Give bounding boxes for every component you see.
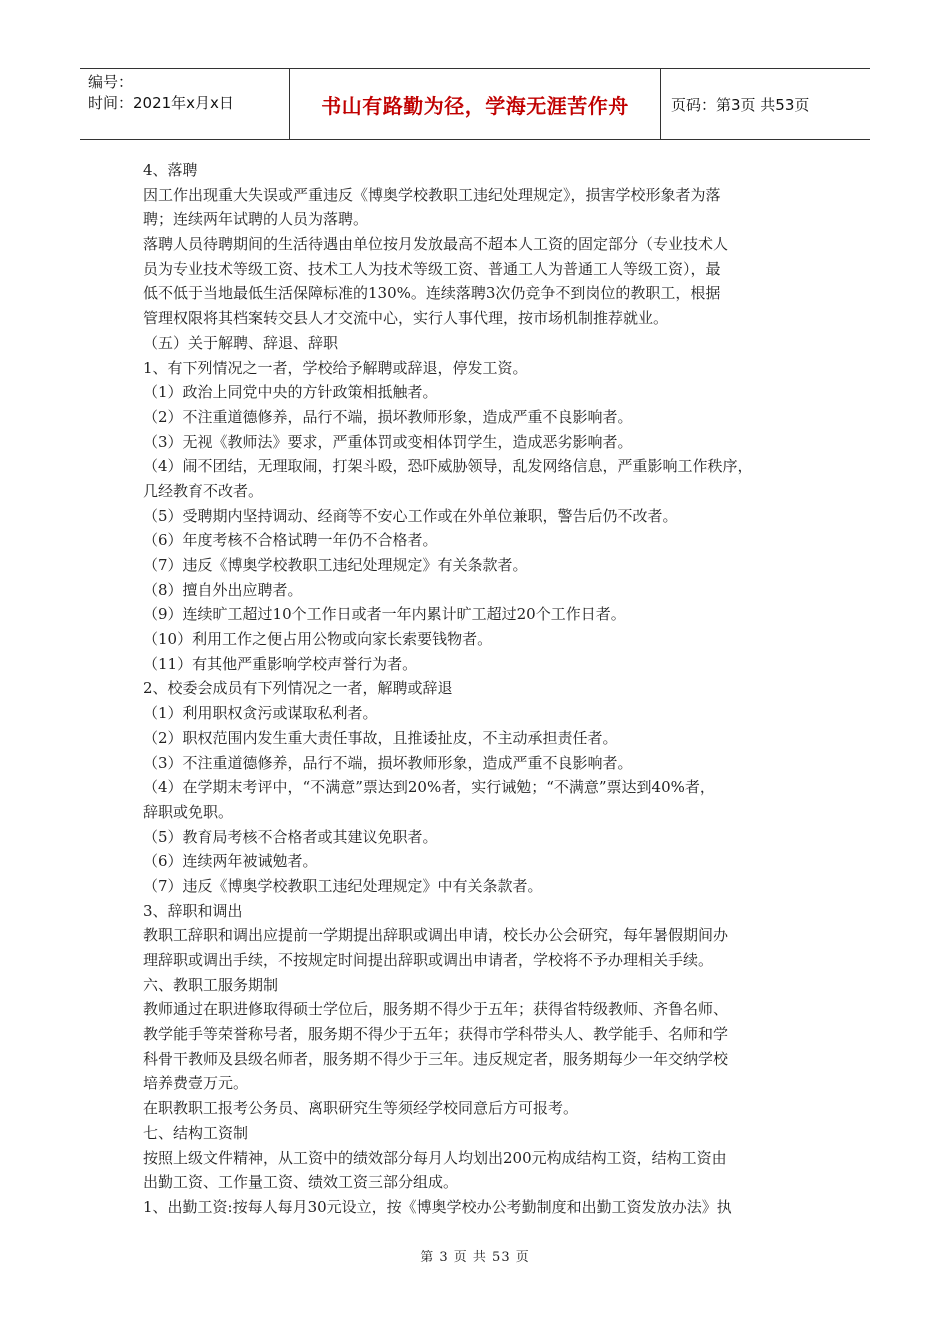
body-line: 2、校委会成员有下列情况之一者，解聘或辞退 — [143, 679, 453, 698]
body-line: 落聘人员待聘期间的生活待遇由单位按月发放最高不超本人工资的固定部分（专业技术人 — [143, 235, 729, 254]
body-line: 在职教职工报考公务员、离职研究生等须经学校同意后方可报考。 — [143, 1099, 579, 1118]
body-line: （9）连续旷工超过10个工作日或者一年内累计旷工超过20个工作日者。 — [143, 605, 626, 624]
body-line: 六、教职工服务期制 — [143, 975, 279, 994]
body-line: （6）连续两年被诫勉者。 — [143, 852, 318, 871]
body-line: （11）有其他严重影响学校声誉行为者。 — [143, 654, 418, 673]
header-slogan-cell — [290, 69, 661, 139]
body-line: 员为专业技术等级工资、技术工人为技术等级工资、普通工人为普通工人等级工资），最 — [143, 259, 721, 278]
body-line: （10）利用工作之便占用公物或向家长索要钱物者。 — [143, 630, 493, 649]
body-line: （五）关于解聘、辞退、辞职 — [143, 333, 339, 352]
body-line: 几经教育不改者。 — [143, 481, 264, 500]
body-line: 低不低于当地最低生活保障标准的130%。连续落聘3次仍竞争不到岗位的教职工，根据 — [143, 284, 721, 303]
body-line: 辞职或免职。 — [143, 802, 234, 821]
document-body — [143, 158, 813, 1220]
body-line: 1、出勤工资:按每人每月30元设立，按《博奥学校办公考勤制度和出勤工资发放办法》执 — [143, 1197, 732, 1216]
body-line: （7）违反《博奥学校教职工违纪处理规定》中有关条款者。 — [143, 876, 543, 895]
body-line: （6）年度考核不合格试聘一年仍不合格者。 — [143, 531, 438, 550]
header-page-info: 页码：第3页 共53页 — [671, 95, 810, 114]
body-line: 4、落聘 — [143, 161, 198, 179]
document-header — [80, 68, 870, 140]
body-line: （8）擅自外出应聘者。 — [143, 580, 303, 599]
header-slogan: 书山有路勤为径，学海无涯苦作舟 — [321, 93, 629, 118]
body-line: 科骨干教师及县级名师者，服务期不得少于三年。违反规定者，服务期每少一年交纳学校 — [143, 1049, 729, 1068]
body-line: 教职工辞职和调出应提前一学期提出辞职或调出申请，校长办公会研究，每年暑假期间办 — [143, 926, 729, 945]
body-line: （1）利用职权贪污或谋取私利者。 — [143, 704, 378, 723]
body-line: 出勤工资、工作量工资、绩效工资三部分组成。 — [143, 1173, 459, 1192]
header-meta — [80, 69, 290, 139]
body-line: 培养费壹万元。 — [143, 1074, 249, 1093]
document-time: 时间：2021年x月x日 — [88, 94, 234, 112]
body-line: （4）闹不团结，无理取闹，打架斗殴，恐吓威胁领导，乱发网络信息，严重影响工作秩序， — [143, 457, 753, 476]
body-line: 因工作出现重大失误或严重违反《博奥学校教职工违纪处理规定》，损害学校形象者为落 — [143, 185, 721, 204]
body-line: 按照上级文件精神，从工资中的绩效部分每月人均划出200元构成结构工资，结构工资由 — [143, 1148, 727, 1167]
body-line: （2）不注重道德修养，品行不端，损坏教师形象，造成严重不良影响者。 — [143, 407, 633, 426]
body-line: （3）无视《教师法》要求，严重体罚或变相体罚学生，造成恶劣影响者。 — [143, 432, 633, 451]
body-line: 1、有下列情况之一者，学校给予解聘或辞退，停发工资。 — [143, 358, 528, 377]
body-line: 教师通过在职进修取得硕士学位后，服务期不得少于五年；获得省特级教师、齐鲁名师、 — [143, 1000, 729, 1019]
document-number-label: 编号： — [88, 73, 134, 91]
body-line: （4）在学期末考评中，“不满意”票达到20%者，实行诫勉；“不满意”票达到40%者， — [143, 778, 715, 797]
page-footer: 第 3 页 共 53 页 — [420, 1250, 530, 1265]
body-line: （3）不注重道德修养，品行不端，损坏教师形象，造成严重不良影响者。 — [143, 753, 633, 772]
body-line: 聘；连续两年试聘的人员为落聘。 — [143, 210, 369, 229]
body-line: （1）政治上同党中央的方针政策相抵触者。 — [143, 383, 438, 402]
body-line: 七、结构工资制 — [143, 1123, 249, 1142]
body-line: 3、辞职和调出 — [143, 901, 243, 920]
body-line: （7）违反《博奥学校教职工违纪处理规定》有关条款者。 — [143, 556, 528, 574]
body-line: 管理权限将其档案转交县人才交流中心，实行人事代理，按市场机制推荐就业。 — [143, 309, 669, 328]
body-line: （5）教育局考核不合格者或其建议免职者。 — [143, 827, 438, 846]
body-line: （5）受聘期内坚持调动、经商等不安心工作或在外单位兼职，警告后仍不改者。 — [143, 506, 678, 525]
body-line: （2）职权范围内发生重大责任事故，且推诿扯皮，不主动承担责任者。 — [143, 728, 618, 747]
body-line: 理辞职或调出手续，不按规定时间提出辞职或调出申请者，学校将不予办理相关手续。 — [143, 951, 714, 969]
body-line: 教学能手等荣誉称号者，服务期不得少于五年；获得市学科带头人、教学能手、名师和学 — [143, 1025, 729, 1044]
